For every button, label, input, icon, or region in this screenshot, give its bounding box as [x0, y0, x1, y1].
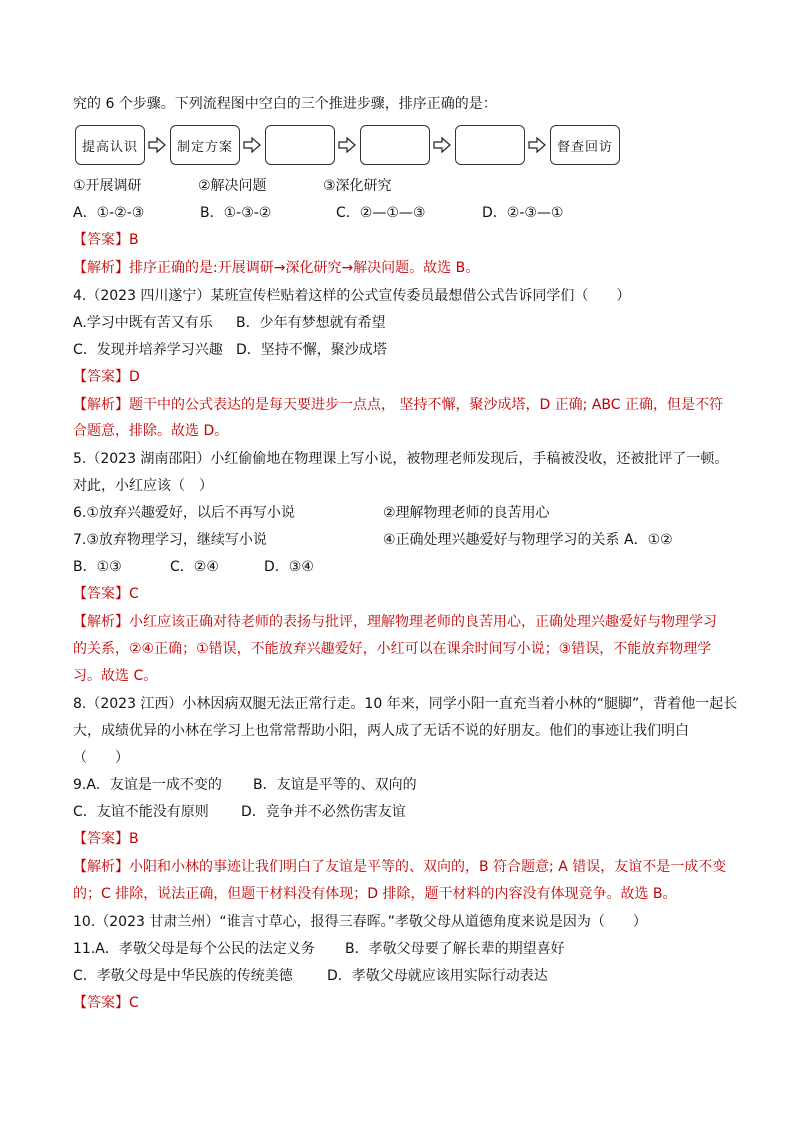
analysis-label: 【解析】 — [73, 397, 129, 413]
analysis-text: 题干中的公式表达的是每天要进步一点点， 坚持不懈，聚沙成塔，D 正确; ABC 正确，但是不符 — [129, 397, 724, 413]
q5-stem: 5.（2023 湖南邵阳）小红偷偷地在物理课上写小说，被物理老师发现后，手稿被没收，还被批评了一顿。 — [73, 451, 729, 467]
q10-option-d: D．孝敬父母就应该用实际行动表达 — [327, 968, 548, 984]
q10-option-b: B．孝敬父母要了解长辈的期望喜好 — [345, 941, 565, 957]
flow-box-6: 督查回访 — [550, 125, 620, 165]
q5-stem-cont: 对此，小红应该（ ） — [73, 478, 213, 494]
flow-box-2: 制定方案 — [170, 125, 240, 165]
q4-analysis — [73, 395, 723, 415]
q5-analysis-cont: 习。故选 C。 — [73, 668, 158, 684]
flow-arrow-icon — [528, 136, 546, 154]
answer-label: 【答案】 — [73, 586, 129, 602]
flow-box-blank-2 — [360, 125, 430, 165]
q5-item-3: 7.③放弃物理学习，继续写小说 — [73, 532, 267, 548]
q10-answer — [73, 993, 139, 1013]
q5-item-1: 6.①放弃兴趣爱好，以后不再写小说 — [73, 505, 295, 521]
q3-option-d: D．②-③—① — [482, 205, 564, 221]
answer-value: D — [129, 369, 140, 385]
flow-box-blank-1 — [265, 125, 335, 165]
q3-stem: 究的 6 个步骤。下列流程图中空白的三个推进步骤，排序正确的是： — [73, 96, 497, 112]
q3-option-b: B．①-③-② — [200, 205, 272, 221]
flow-box-1: 提高认识 — [75, 125, 145, 165]
answer-label: 【答案】 — [73, 232, 129, 248]
q3-answer — [73, 230, 139, 250]
q8-stem: 8.（2023 江西）小林因病双腿无法正常行走。10 年来，同学小阳一直充当着小林的“腿脚”，背着他一起长 — [73, 696, 738, 712]
q8-option-c: C．友谊不能没有原则 — [73, 804, 209, 820]
analysis-text: 小阳和小林的事迹让我们明白了友谊是平等的、双向的，B 符合题意; A 错误，友谊不是一成不变 — [129, 859, 727, 875]
answer-label: 【答案】 — [73, 995, 129, 1011]
q3-option-a: A．①-②-③ — [73, 205, 145, 221]
flow-arrow-icon — [148, 136, 166, 154]
q8-stem-bracket: （ ） — [73, 750, 129, 766]
flow-arrow-icon — [433, 136, 451, 154]
q5-item-4: ④正确处理兴趣爱好与物理学习的关系 A．①② — [383, 532, 673, 548]
analysis-label: 【解析】 — [73, 859, 129, 875]
q3-step-1: ①开展调研 — [73, 178, 142, 194]
q5-answer — [73, 584, 139, 604]
q5-option-b: B．①③ — [73, 559, 122, 575]
analysis-text: 排序正确的是:开展调研→深化研究→解决问题。故选 B。 — [129, 260, 480, 276]
q4-stem: 4.（2023 四川遂宁）某班宣传栏贴着这样的公式宣传委员最想借公式告诉同学们（ ） — [73, 288, 631, 304]
answer-value: B — [129, 232, 139, 248]
q3-option-c: C．②—①—③ — [336, 205, 426, 221]
q8-analysis — [73, 857, 726, 877]
q5-option-d: D．③④ — [264, 559, 314, 575]
answer-value: C — [129, 995, 139, 1011]
q8-answer — [73, 829, 139, 849]
analysis-label: 【解析】 — [73, 614, 129, 630]
q5-option-c: C．②④ — [170, 559, 219, 575]
q4-answer — [73, 367, 140, 387]
q4-option-a: A.学习中既有苦又有乐 — [73, 315, 213, 331]
q4-analysis-cont: 合题意，排除。故选 D。 — [73, 423, 229, 439]
q8-analysis-cont: 的；C 排除，说法正确，但题干材料没有体现；D 排除，题干材料的内容没有体现竞争。故选 B。 — [73, 886, 677, 902]
q8-option-d: D．竞争并不必然伤害友谊 — [241, 804, 406, 820]
q5-analysis-cont: 的关系，②④正确；①错误，不能放弃兴趣爱好，小红可以在课余时间写小说；③错误，不能放弃物理学 — [73, 641, 712, 657]
q8-option-b: B．友谊是平等的、双向的 — [253, 777, 417, 793]
q3-step-2: ②解决问题 — [198, 178, 267, 194]
q4-option-b: B．少年有梦想就有希望 — [236, 315, 386, 331]
q3-step-3: ③深化研究 — [323, 178, 392, 194]
q3-analysis — [73, 258, 479, 278]
q4-option-d: D．坚持不懈，聚沙成塔 — [236, 342, 387, 358]
flow-arrow-icon — [338, 136, 356, 154]
answer-label: 【答案】 — [73, 831, 129, 847]
q5-item-2: ②理解物理老师的良苦用心 — [383, 505, 550, 521]
answer-value: C — [129, 586, 139, 602]
q10-option-c: C．孝敬父母是中华民族的传统美德 — [73, 968, 293, 984]
flow-arrow-icon — [243, 136, 261, 154]
q8-option-a: 9.A．友谊是一成不变的 — [73, 777, 222, 793]
flow-box-blank-3 — [455, 125, 525, 165]
answer-value: B — [129, 831, 139, 847]
q4-option-c: C．发现并培养学习兴趣 — [73, 342, 223, 358]
q10-stem: 10.（2023 甘肃兰州）“谁言寸草心，报得三春晖。”孝敬父母从道德角度来说是因为（ ） — [73, 914, 647, 930]
q8-stem-cont: 大，成绩优异的小林在学习上也常常帮助小阳，两人成了无话不说的好朋友。他们的事迹让我们明白 — [73, 723, 689, 739]
analysis-text: 小红应该正确对待老师的表扬与批评，理解物理老师的良苦用心，正确处理兴趣爱好与物理学习 — [129, 614, 717, 630]
answer-label: 【答案】 — [73, 369, 129, 385]
q5-analysis — [73, 612, 717, 632]
analysis-label: 【解析】 — [73, 260, 129, 276]
q10-option-a: 11.A．孝敬父母是每个公民的法定义务 — [73, 941, 315, 957]
